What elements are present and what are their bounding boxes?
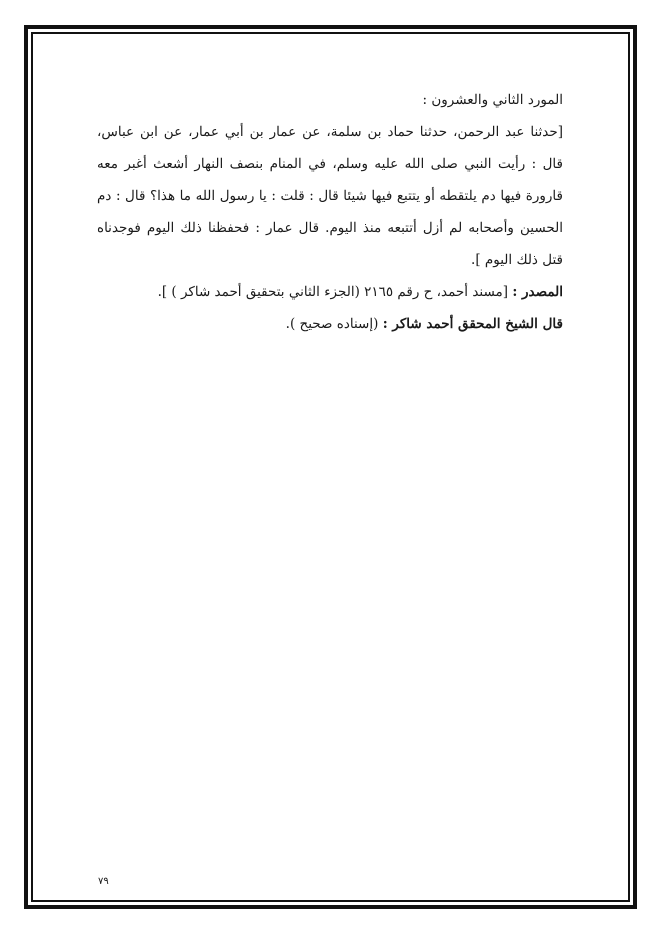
verdict-label: قال الشيخ المحقق أحمد شاكر : (382, 316, 563, 332)
verdict-text: (إسناده صحيح ). (285, 316, 379, 332)
hadith-narration: [حدثنا عبد الرحمن، حدثنا حماد بن سلمة، عن عمار بن أبي عمار، عن ابن عباس، قال : رأيت النبي صلى الله عليه وسلم، في المنام بنصف النهار أشعث أغبر معه قارورة فيها دم يلتقطه أو يتتبع فيها شيئا قال : قلت : يا رسول الله ما هذا؟ قال : دم الحسين وأصحابه لم أزل أتتبعه منذ اليوم. قال عمار : فحفظنا ذلك اليوم فوجدناه قتل ذلك اليوم ]. (97, 124, 563, 268)
source-line (97, 276, 563, 308)
section-heading: المورد الثاني والعشرون : (422, 92, 563, 108)
verdict-line (97, 308, 563, 340)
source-text: [مسند أحمد، ح رقم ٢١٦٥ (الجزء الثاني بتحقيق أحمد شاكر ) ]. (157, 284, 509, 300)
page-number: ٧٩ (98, 876, 109, 887)
source-label: المصدر : (512, 284, 563, 300)
document-body (97, 84, 563, 340)
